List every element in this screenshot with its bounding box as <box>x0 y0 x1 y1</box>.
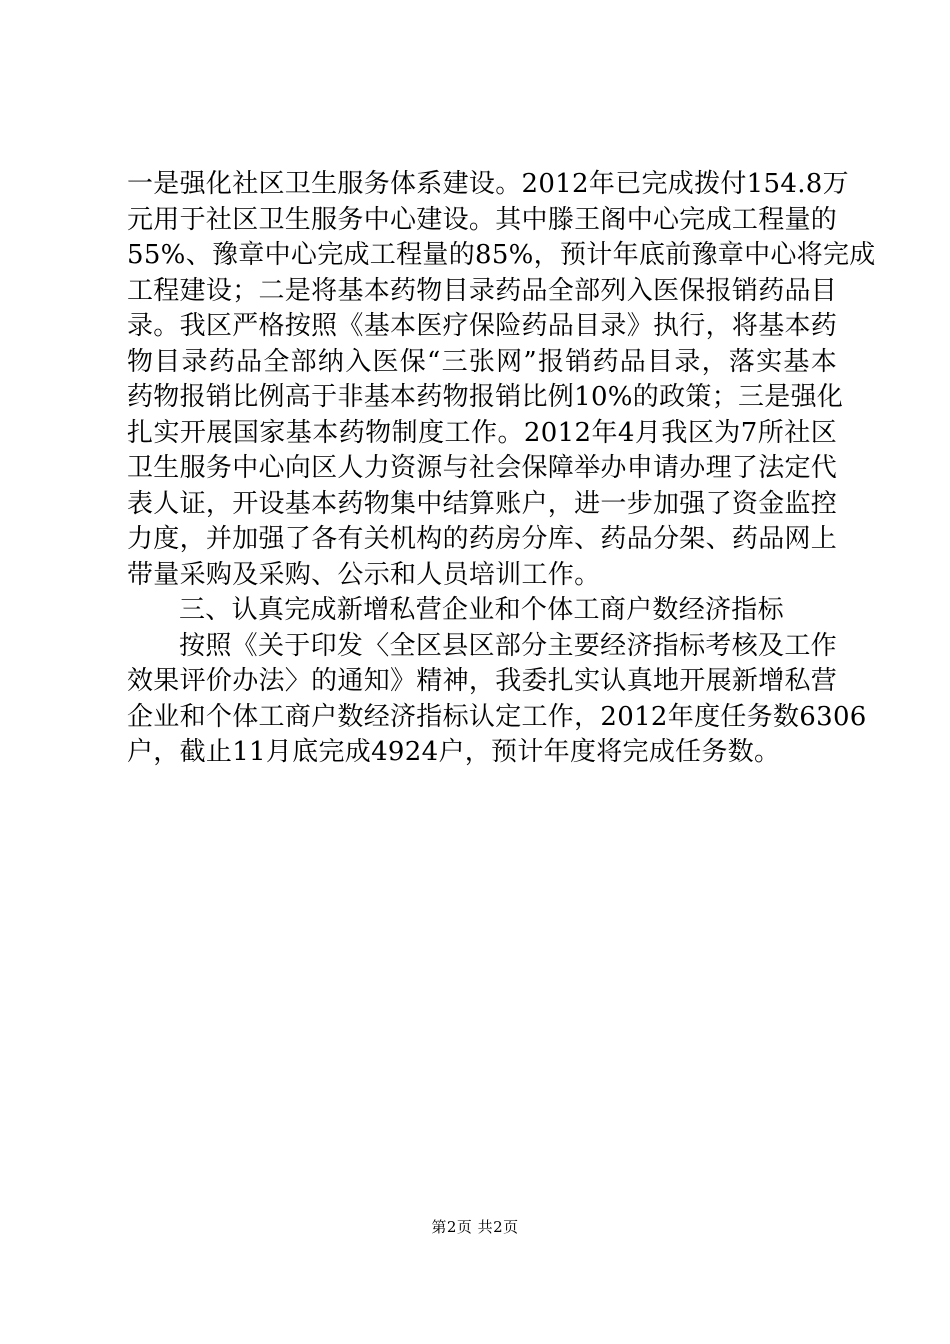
text-line: 一是强化社区卫生服务体系建设。2012年已完成拨付154.8万 <box>127 169 849 199</box>
text-line: 按照《关于印发〈全区县区部分主要经济指标考核及工作 <box>179 630 837 661</box>
paragraph-private-enterprise <box>127 629 867 771</box>
text-line: 企业和个体工商户数经济指标认定工作，2012年度任务数6306 <box>127 701 867 732</box>
text-line: 元用于社区卫生服务中心建设。其中滕王阁中心完成工程量的 <box>127 204 838 235</box>
page-footer: 第2页 共2页 <box>431 1218 519 1236</box>
text-line: 卫生服务中心向区人力资源与社会保障举办申请办理了法定代 <box>127 453 838 483</box>
text-line: 录。我区严格按照《基本医疗保险药品目录》执行，将基本药 <box>127 311 838 341</box>
text-line: 户，截止11月底完成4924户，预计年度将完成任务数。 <box>127 737 781 767</box>
text-line: 带量采购及采购、公示和人员培训工作。 <box>127 559 601 590</box>
text-line: 工程建设；二是将基本药物目录药品全部列入医保报销药品目 <box>127 275 838 306</box>
text-line: 扎实开展国家基本药物制度工作。2012年4月我区为7所社区 <box>127 417 837 448</box>
text-line: 力度，并加强了各有关机构的药房分库、药品分架、药品网上 <box>127 524 838 554</box>
text-line: 表人证，开设基本药物集中结算账户，进一步加强了资金监控 <box>127 488 838 519</box>
body-text <box>127 167 876 771</box>
paragraph-community-health <box>127 167 876 593</box>
text-line: 效果评价办法〉的通知》精神，我委扎实认真地开展新增私营 <box>127 666 838 696</box>
text-line: 55%、豫章中心完成工程量的85%，预计年底前豫章中心将完成 <box>127 240 876 270</box>
section-heading: 三、认真完成新增私营企业和个体工商户数经济指标 <box>179 595 784 625</box>
text-line: 药物报销比例高于非基本药物报销比例10%的政策；三是强化 <box>127 382 844 412</box>
text-line: 物目录药品全部纳入医保“三张网”报销药品目录，落实基本 <box>127 346 837 377</box>
